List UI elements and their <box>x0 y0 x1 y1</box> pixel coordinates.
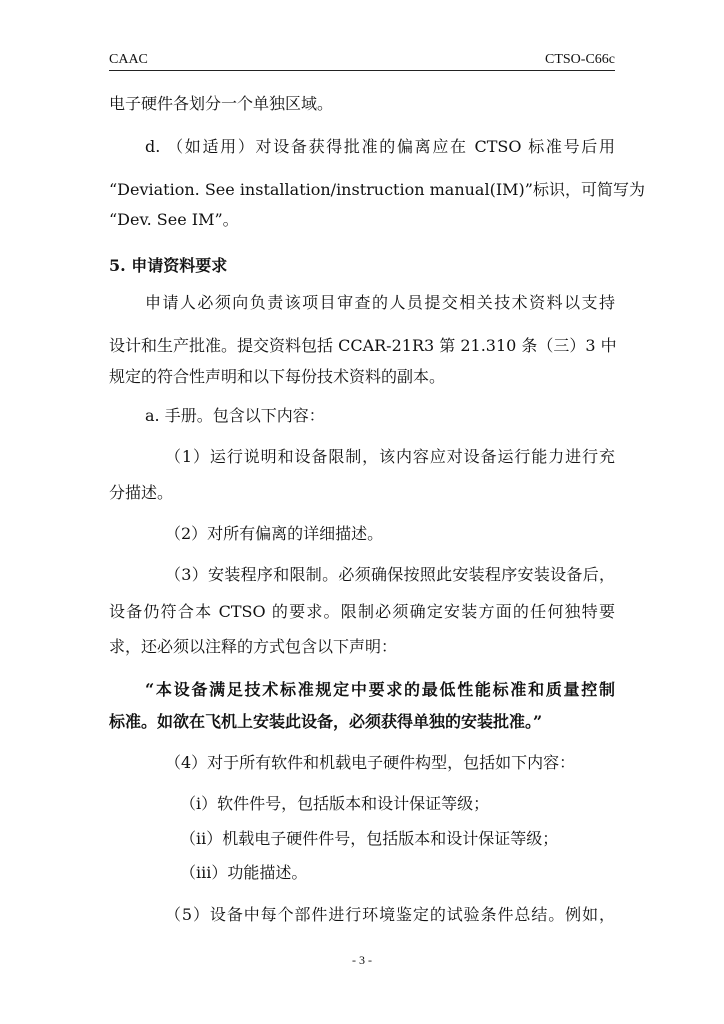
text-line: 电子硬件各划分一个单独区域。 <box>109 94 334 113</box>
text-line: 规定的符合性声明和以下每份技术资料的副本。 <box>109 367 446 386</box>
text-line: （i）软件件号，包括版本和设计保证等级； <box>180 794 490 813</box>
text-line: “Deviation. See installation/instruction manual(IM)”标识，可简写为 <box>109 180 645 199</box>
text-line: （iii）功能描述。 <box>180 863 308 882</box>
text-line: （4）对于所有软件和机载电子硬件构型，包括如下内容： <box>165 753 576 772</box>
text-line: （1）运行说明和设备限制，该内容应对设备运行能力进行充 <box>165 447 615 466</box>
text-line: （ii）机载电子硬件件号，包括版本和设计保证等级； <box>180 829 559 848</box>
text-line: 设备仍符合本 CTSO 的要求。限制必须确定安装方面的任何独特要 <box>109 602 615 621</box>
header-right: CTSO-C66c <box>545 52 615 67</box>
header-left: CAAC <box>109 52 148 67</box>
quoted-statement: “本设备满足技术标准规定中要求的最低性能标准和质量控制 <box>145 680 615 699</box>
text-line: 求，还必须以注释的方式包含以下声明： <box>109 637 398 656</box>
text-line: （3）安装程序和限制。必须确保按照此安装程序安装设备后， <box>165 565 615 584</box>
text-line: a. 手册。包含以下内容： <box>145 406 325 425</box>
page-number: - 3 - <box>352 953 372 967</box>
quoted-statement: 标准。如欲在飞机上安装此设备，必须获得单独的安装批准。” <box>109 712 543 731</box>
text-line: （5）设备中每个部件进行环境鉴定的试验条件总结。例如， <box>165 905 615 924</box>
section-heading: 5. 申请资料要求 <box>109 256 228 275</box>
text-line: 设计和生产批准。提交资料包括 CCAR-21R3 第 21.310 条（三）3 中 <box>109 336 617 355</box>
page-header <box>109 50 615 71</box>
text-line: d. （如适用）对设备获得批准的偏离应在 CTSO 标准号后用 <box>145 137 615 156</box>
text-line: 申请人必须向负责该项目审查的人员提交相关技术资料以支持 <box>145 293 615 312</box>
text-line: “Dev. See IM”。 <box>109 210 239 229</box>
text-line: 分描述。 <box>109 483 174 502</box>
text-line: （2）对所有偏离的详细描述。 <box>165 524 384 543</box>
